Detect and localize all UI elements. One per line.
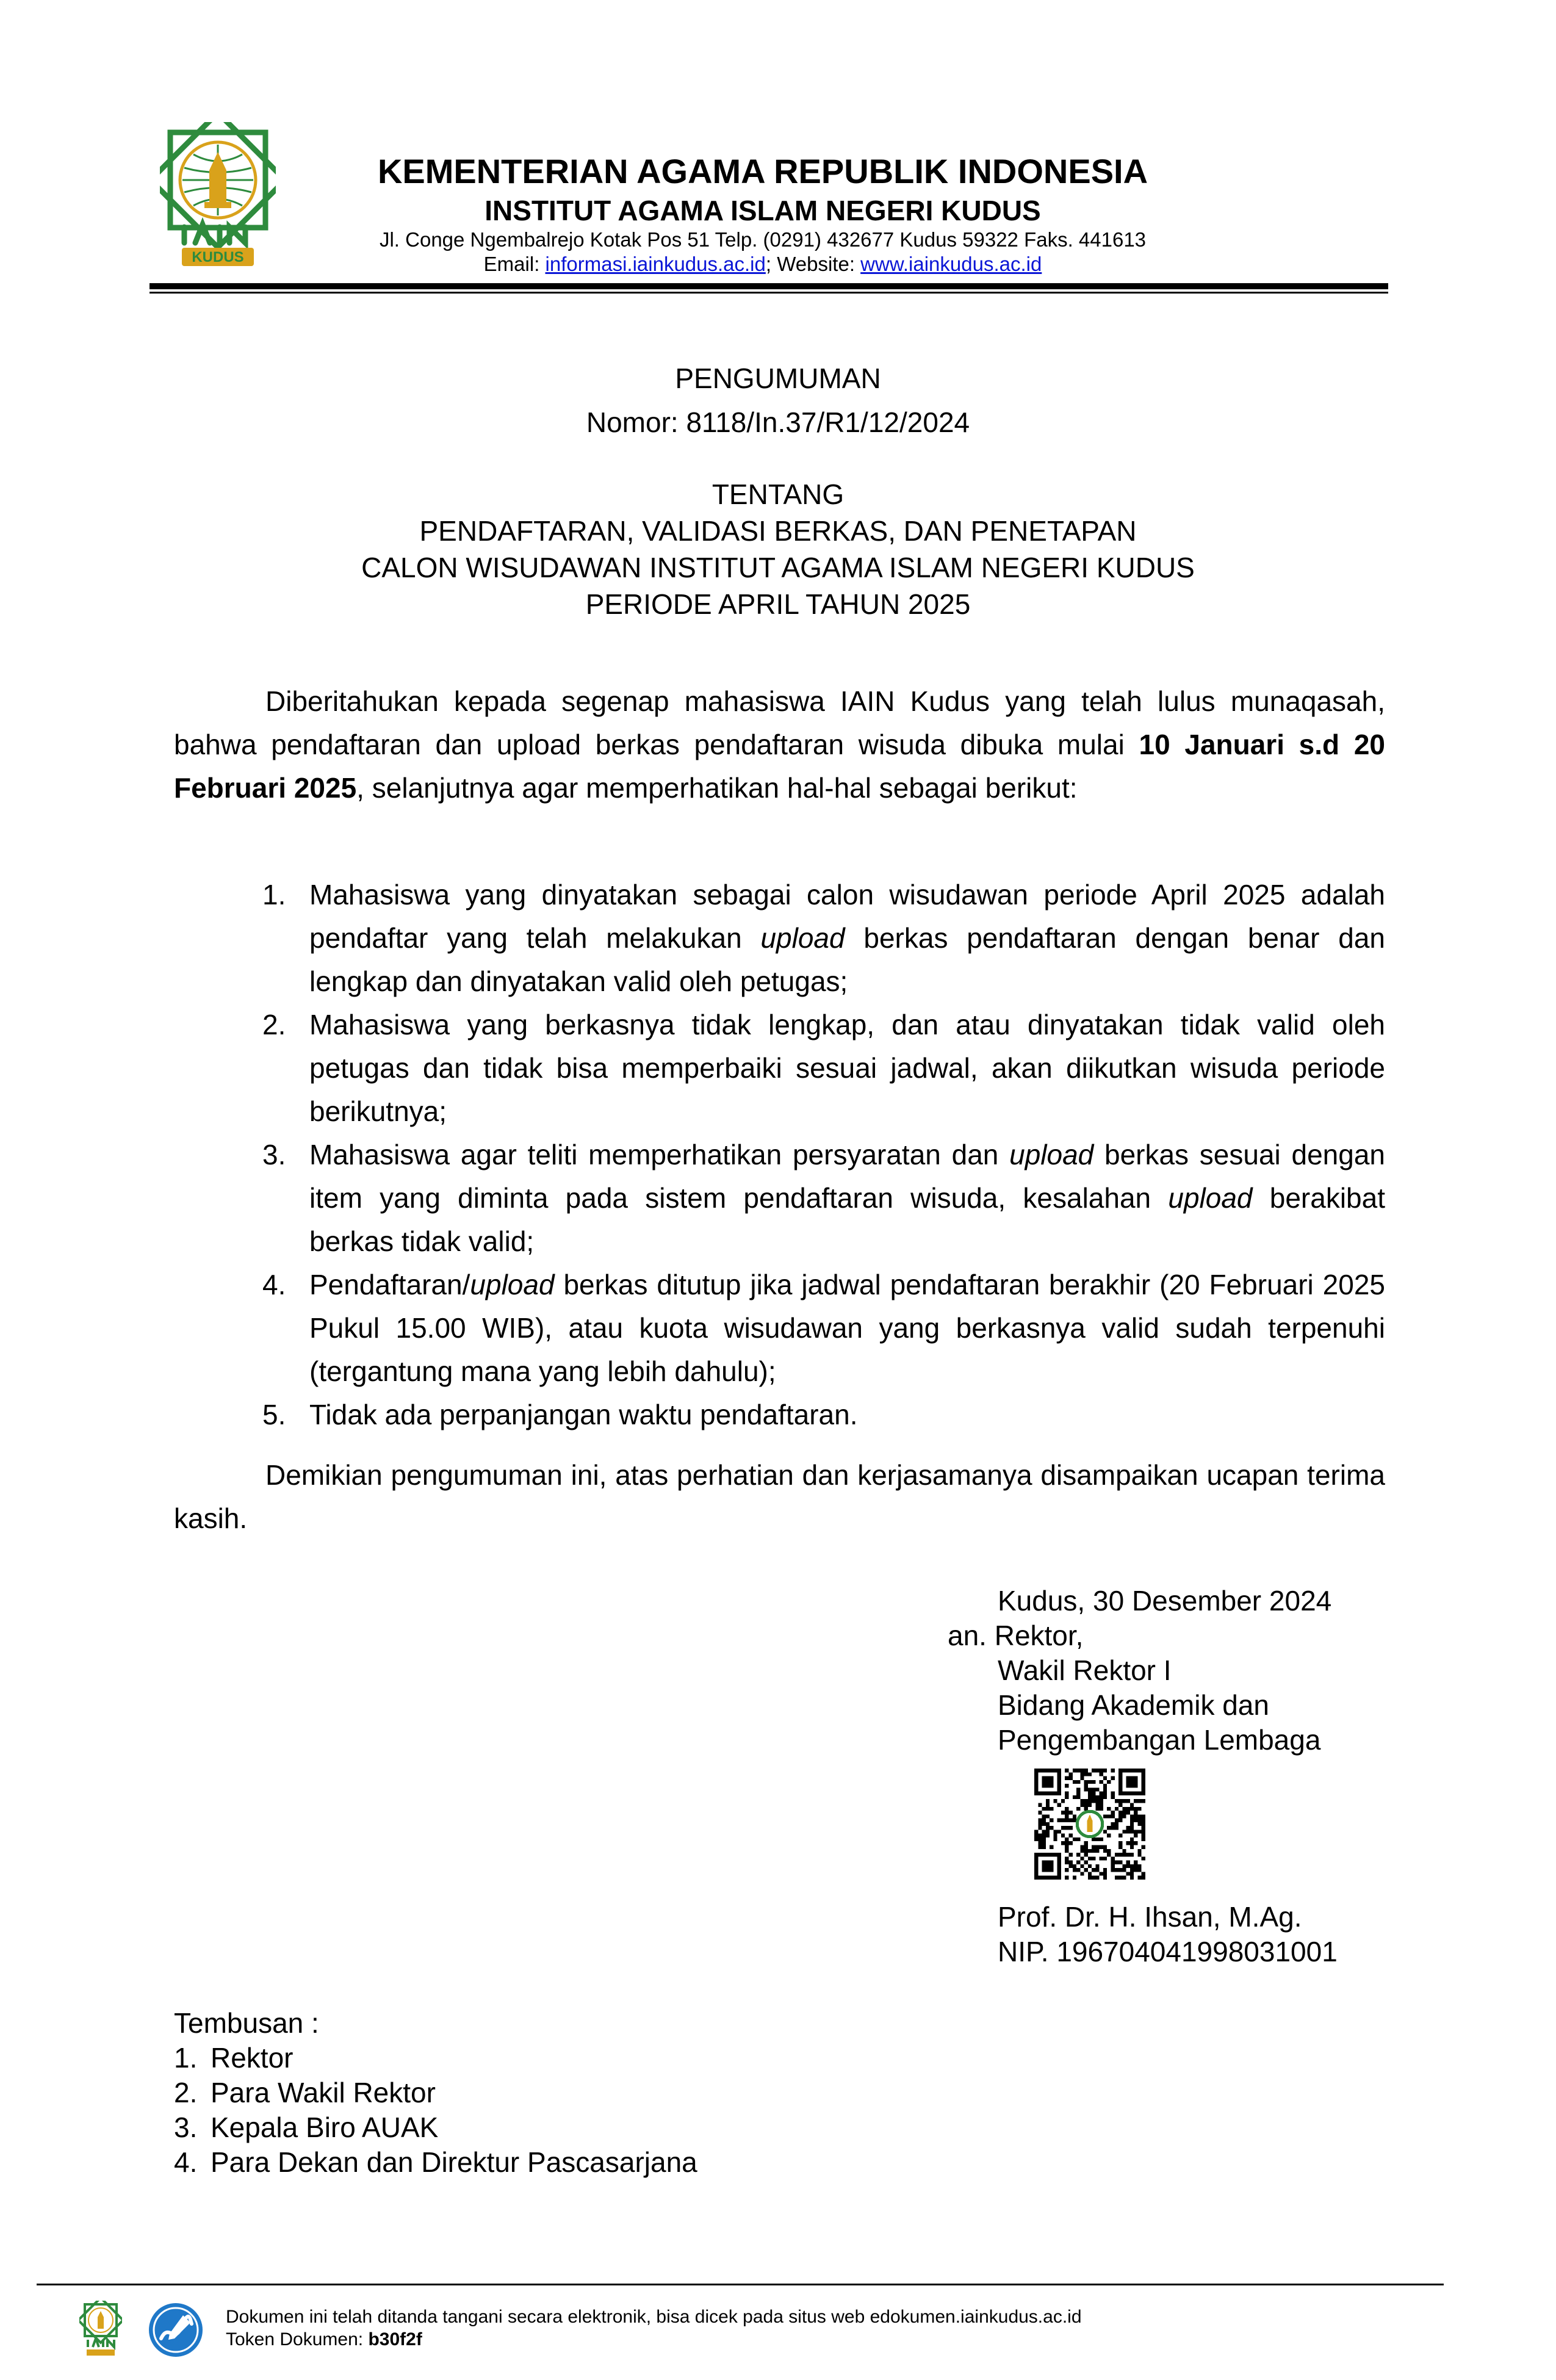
list-item-text: berkas ditutup jika jadwal pendaftaran berakhir (20 Februari 2025 Pukul 15.00 WIB), atau kuota wisudawan yang berkasnya valid sudah terpenuhi (tergantung mana yang lebih dahulu); (309, 1269, 1385, 1387)
signature-role: Pengembangan Lembaga (998, 1724, 1321, 1756)
intro-text-end: , selanjutnya agar memperhatikan hal-hal sebagai berikut: (356, 772, 1078, 804)
topic-line: PERIODE APRIL TAHUN 2025 (585, 588, 971, 620)
list-item-text: Mahasiswa yang berkasnya tidak lengkap, dan atau dinyatakan tidak valid oleh petugas dan tidak bisa memperbaiki sesuai jadwal, akan diikutkan wisuda periode berikutnya; (309, 1009, 1385, 1127)
ministry-name: KEMENTERIAN AGAMA REPUBLIK INDONESIA (377, 152, 1148, 190)
closing-text: Demikian pengumuman ini, atas perhatian dan kerjasamanya disampaikan ucapan terima kasih. (174, 1459, 1385, 1534)
token-value: b30f2f (368, 2329, 422, 2349)
cc-item-text: Para Dekan dan Direktur Pascasarjana (211, 2146, 697, 2178)
list-item-number: 2. (262, 1009, 286, 1040)
list-item-text: Tidak ada perpanjangan waktu pendaftaran. (309, 1399, 858, 1430)
list-item-text: berkas sesuai dengan item yang diminta pada sistem pendaftaran wisuda, kesalahan (309, 1139, 1386, 1214)
footer-note (226, 2306, 1082, 2351)
iain-logo-icon (160, 122, 276, 275)
signature-qr-code (1034, 1769, 1145, 1880)
logo-kudus-text: KUDUS (192, 249, 244, 265)
list-item-text: berkas pendaftaran dengan benar dan lengkap dan dinyatakan valid oleh petugas; (309, 922, 1385, 997)
list-item (262, 873, 1385, 1003)
footer-iain-logo (79, 2301, 122, 2357)
signatory-name: Prof. Dr. H. Ihsan, M.Ag. (998, 1901, 1302, 1933)
email-link[interactable]: informasi.iainkudus.ac.id (545, 253, 766, 275)
list-item (262, 1263, 1385, 1393)
topic-line: TENTANG (711, 478, 845, 510)
qr-code-icon (1034, 1769, 1145, 1880)
list-item-text: Pendaftaran/ (309, 1269, 470, 1300)
list-item-text: berakibat berkas tidak valid; (309, 1182, 1385, 1257)
list-item-number: 3. (262, 1139, 286, 1170)
topic-line: CALON WISUDAWAN INSTITUT AGAMA ISLAM NEGERI KUDUS (361, 552, 1195, 583)
cc-item-number: 4. (174, 2146, 198, 2178)
cc-item-text: Kepala Biro AUAK (211, 2111, 439, 2143)
list-item-text: Mahasiswa agar teliti memperhatikan persyaratan dan (309, 1139, 1010, 1170)
email-label: Email: (483, 253, 546, 275)
list-item (262, 1003, 1385, 1133)
e-signature-icon (148, 2302, 204, 2358)
cc-item (174, 2075, 697, 2110)
footer-verification-note: Dokumen ini telah ditanda tangani secara elektronik, bisa dicek pada situs web edokumen.iainkudus.ac.id (226, 2307, 1082, 2327)
list-item (262, 1133, 1385, 1263)
closing-paragraph (174, 1454, 1385, 1540)
announcement-topic (171, 476, 1385, 622)
cc-item-number: 3. (174, 2111, 198, 2143)
signature-role: Wakil Rektor I (998, 1654, 1172, 1686)
iain-logo-small-icon (79, 2301, 122, 2357)
list-item-number: 5. (262, 1399, 286, 1430)
carbon-copy-list (174, 2006, 697, 2180)
intro-paragraph (174, 680, 1385, 810)
token-label: Token Dokumen: (226, 2329, 369, 2349)
institution-name: INSTITUT AGAMA ISLAM NEGERI KUDUS (484, 195, 1041, 226)
signature-on-behalf: an. Rektor, (948, 1620, 1084, 1651)
website-link[interactable]: www.iainkudus.ac.id (860, 253, 1042, 275)
list-item-number: 1. (262, 879, 286, 911)
topic-line: PENDAFTARAN, VALIDASI BERKAS, DAN PENETAPAN (419, 515, 1137, 547)
cc-item-text: Para Wakil Rektor (211, 2077, 436, 2108)
letterhead-rule-thick (149, 283, 1388, 289)
cc-item (174, 2145, 697, 2180)
announcement-title: PENGUMUMAN (675, 362, 881, 394)
italic-term: upload (1168, 1182, 1253, 1214)
cc-item (174, 2110, 697, 2145)
signature-role: Bidang Akademik dan (998, 1689, 1269, 1721)
cc-item (174, 2041, 697, 2075)
registration-period: 10 Januari s.d 20 Februari 2025 (174, 729, 1386, 804)
footer-rule (37, 2284, 1444, 2285)
footer-token (226, 2328, 1082, 2351)
list-item (262, 1393, 1385, 1437)
signature-place-date: Kudus, 30 Desember 2024 (998, 1585, 1332, 1617)
cc-item-number: 2. (174, 2077, 198, 2108)
cc-item-number: 1. (174, 2042, 198, 2074)
letterhead-rule-thin (149, 292, 1388, 294)
list-item-number: 4. (262, 1269, 286, 1300)
italic-term: upload (470, 1269, 555, 1300)
cc-label: Tembusan : (174, 2007, 319, 2039)
electronic-signature-badge (148, 2302, 204, 2358)
requirements-list (262, 873, 1385, 1437)
italic-term: upload (760, 922, 845, 954)
list-item-text: Mahasiswa yang dinyatakan sebagai calon wisudawan periode April 2025 adalah pendaftar yang telah melakukan (309, 879, 1385, 954)
website-label: ; Website: (765, 253, 861, 275)
intro-text: Diberitahukan kepada segenap mahasiswa IAIN Kudus yang telah lulus munaqasah, bahwa pendaftaran dan upload berkas pendaftaran wisuda dibuka mulai (174, 685, 1385, 760)
announcement-number: Nomor: 8118/In.37/R1/12/2024 (586, 406, 970, 438)
institution-contact (330, 253, 1196, 276)
italic-term: upload (1009, 1139, 1094, 1170)
iain-kudus-logo (160, 122, 276, 275)
signatory-nip: NIP. 196704041998031001 (998, 1936, 1338, 1967)
cc-item-text: Rektor (211, 2042, 294, 2074)
institution-address: Jl. Conge Ngembalrejo Kotak Pos 51 Telp. (0291) 432677 Kudus 59322 Faks. 441613 (379, 228, 1147, 251)
